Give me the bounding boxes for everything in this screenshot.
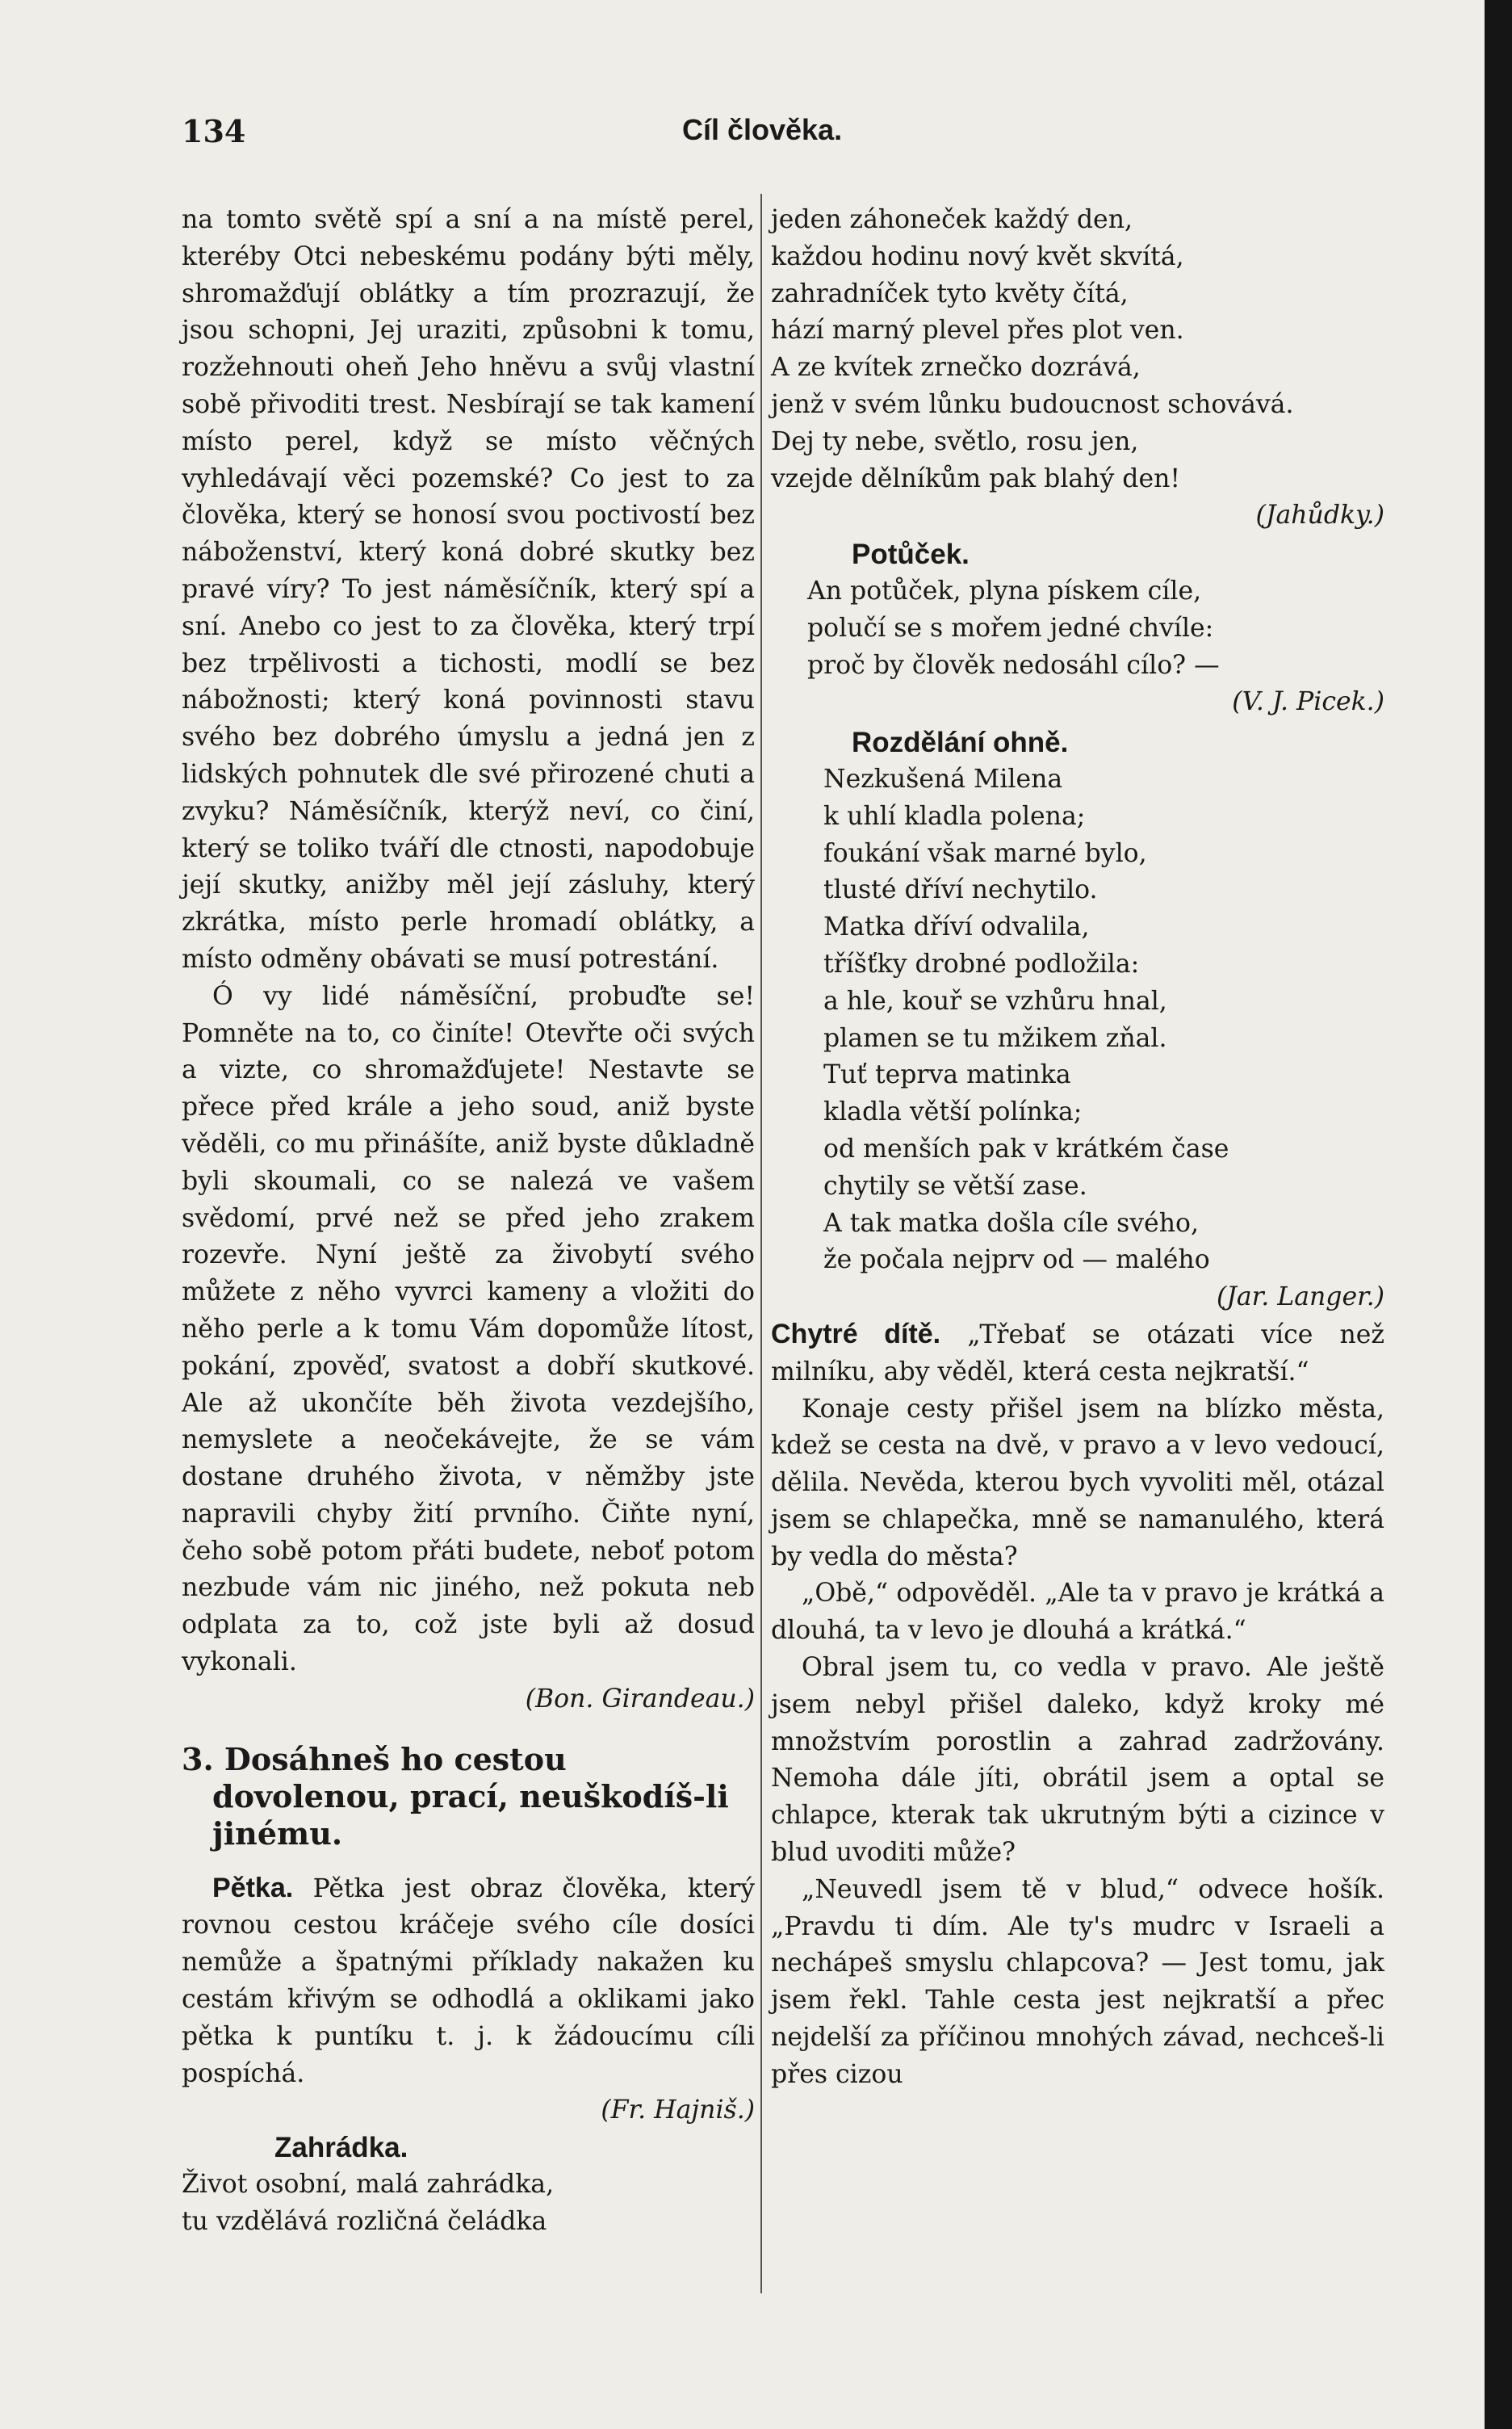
zahradka-heading: Zahrádka. — [274, 2132, 408, 2164]
left-column — [182, 202, 755, 2241]
verse-line: plamen se tu mžikem zňal. — [823, 1023, 1167, 1053]
page-edge — [1485, 0, 1512, 2429]
verse-line: kladla větší polínka; — [823, 1097, 1083, 1127]
potucek-verse — [771, 573, 1384, 684]
petka-lead: Pětka. — [212, 1872, 294, 1903]
verse-line: jenž v svém lůnku budoucnost schovává. — [771, 389, 1294, 419]
zahradka-verse — [182, 2167, 755, 2241]
verse-line: chytily se větší zase. — [823, 1171, 1087, 1201]
page-number: 134 — [182, 113, 246, 149]
verse-line: foukání však marné bylo, — [823, 838, 1147, 868]
attribution: (Bon. Girandeau.) — [525, 1684, 755, 1714]
paragraph-chytre — [771, 1316, 1384, 1391]
right-column — [771, 202, 1384, 2094]
verse-line: každou hodinu nový květ skvítá, — [771, 241, 1184, 271]
chytre-intro: „Třebať se otázati více než milníku, aby věděl, která cesta nejkratší.“ — [771, 1319, 1384, 1387]
verse-line: tu vzdělává rozličná čeládka — [182, 2206, 547, 2236]
verse-line: A tak matka došla cíle svého, — [823, 1208, 1199, 1238]
verse-line: polučí se s mořem jedné chvíle: — [807, 613, 1214, 643]
paragraph: Obral jsem tu, co vedla v pravo. Ale ještě jsem nebyl přišel daleko, když kroky mé množstvím porostlin a zahrad zadržovány. Nemoha dále jíti, obrátil jsem a optal se chlapce, kterak tak ukrutným býti a cizince v blud uvoditi může? — [771, 1653, 1384, 1868]
petka-text: Pětka jest obraz člověka, který rovnou cestou kráčeje svého cíle dosíci nemůže a špatnými příklady nakažen ku cestám křivým se odhodlá a oklikami jako pětka k puntíku t. j. k žádoucímu cíli pospíchá. — [182, 1873, 755, 2088]
verse-line: proč by člověk nedosáhl cílo? — — [807, 650, 1220, 680]
page-header — [182, 113, 1368, 162]
paragraph: na tomto světě spí a sní a na místě perel, kteréby Otci nebeskému podány býti měly, shromažďují oblátky a tím prozrazují, že jsou schopni, Jej uraziti, způsobni k tomu, rozžehnouti oheň Jeho hněvu a svůj vlastní sobě přivoditi trest. Nesbírají se tak kamení místo perel, když se místo věčných vyhledávají věci pozemské? Co jest to za člověka, který se honosí svou poctivostí bez náboženství, který koná dobré skutky bez pravé víry? To jest náměsíčník, který spí a sní. Anebo co jest to za člověka, který trpí bez trpělivosti a tichosti, modlí se bez nábožnosti; který koná povinnosti stavu svého bez dobrého úmyslu a jedná jen z lidských pohnutek dle své přirozené chuti a zvyku? Náměsíčník, kterýž neví, co činí, který se toliko tváří dle ctnosti, napodobuje její skutky, anižby měl její zásluhy, který zkrátka, místo perle hromadí oblátky, a místo odměny obávati se musí potrestání. — [182, 205, 755, 974]
zahradka-verse-continued — [771, 202, 1384, 497]
paragraph-petka — [182, 1870, 755, 2093]
verse-line: tříšťky drobné podložila: — [823, 949, 1140, 979]
verse-line: An potůček, plyna pískem cíle, — [807, 576, 1202, 606]
verse-line: vzejde dělníkům pak blahý den! — [771, 464, 1181, 493]
verse-line: jeden záhoneček každý den, — [771, 205, 1133, 234]
running-title: Cíl člověka. — [682, 113, 843, 146]
potucek-heading: Potůček. — [852, 539, 970, 571]
paragraph: Ó vy lidé náměsíční, probuďte se! Pomněte na to, co činíte! Otevřte oči svých a vizte, co shromažďujete! Nestavte se přece před krále a jeho soud, aniž byste věděli, co mu přinášíte, aniž byste důkladně byli skoumali, co se nalezá ve vašem svědomí, prvé než se před jeho zrakem rozevře. Nyní ještě za živobytí svého můžete z něho vyvrci kameny a vložiti do něho perle a k tomu Vám dopomůže lítost, pokání, zpověď, svatost a dobří skutkové. Ale až ukončíte běh života vezdejšího, nemyslete a neočekávejte, že se vám dostane druhého života, v němžby jste napravili chyby žití prvního. Čiňte nyní, čeho sobě potom přáti budete, neboť potom nezbude vám nic jiného, než pokuta neb odplata za to, což jste byli až dosud vykonali. — [182, 981, 755, 1677]
verse-line: A ze kvítek zrnečko dozrává, — [771, 353, 1141, 383]
verse-line: tlusté dříví nechytilo. — [823, 875, 1098, 905]
verse-line: Matka dříví odvalila, — [823, 912, 1090, 942]
verse-line: Život osobní, malá zahrádka, — [182, 2170, 555, 2200]
verse-line: Tuť teprva matinka — [823, 1060, 1071, 1090]
verse-line: k uhlí kladla polena; — [823, 801, 1086, 831]
chytre-lead: Chytré dítě. — [771, 1318, 941, 1349]
verse-line: a hle, kouř se vzhůru hnal, — [823, 986, 1167, 1016]
verse-line: že počala nejprv od — malého — [823, 1245, 1210, 1275]
verse-line: od menších pak v krátkém čase — [823, 1134, 1229, 1164]
attribution: (Fr. Hajniš.) — [601, 2095, 755, 2125]
section-title: 3. Dosáhneš ho cestou dovolenou, prací, neuškodíš-li jinému. — [182, 1740, 729, 1852]
rozdelani-verse — [771, 761, 1384, 1279]
attribution: (Jahůdky.) — [1255, 501, 1384, 531]
verse-line: zahradníček tyto květy čítá, — [771, 279, 1129, 308]
paragraph: „Neuvedl jsem tě v blud,“ odvece hošík. „Pravdu ti dím. Ale ty's mudrc v Israeli a nechápeš smyslu chlapcova? — Jest tomu, jak jsem řekl. Tahle cesta jest nejkratší a přec nejdelší za příčinou mnohých závad, nechceš-li přes cizou — [771, 1874, 1384, 2089]
column-divider — [760, 194, 762, 2293]
attribution: (Jar. Langer.) — [1216, 1282, 1384, 1312]
rozdelani-heading: Rozdělání ohně. — [852, 727, 1069, 759]
verse-line: hází marný plevel přes plot ven. — [771, 316, 1184, 346]
paragraph: Konaje cesty přišel jsem na blízko města, kdež se cesta na dvě, v pravo a v levo vedoucí, dělila. Nevěda, kterou bych vyvoliti měl, otázal jsem se chlapečka, mně se namanulého, která by vedla do města? — [771, 1394, 1384, 1571]
attribution: (V. J. Picek.) — [1232, 687, 1384, 717]
verse-line: Dej ty nebe, světlo, rosu jen, — [771, 426, 1139, 456]
verse-line: Nezkušená Milena — [823, 764, 1063, 794]
paragraph: „Obě,“ odpověděl. „Ale ta v pravo je krátká a dlouhá, ta v levo je dlouhá a krátká.“ — [771, 1579, 1384, 1646]
